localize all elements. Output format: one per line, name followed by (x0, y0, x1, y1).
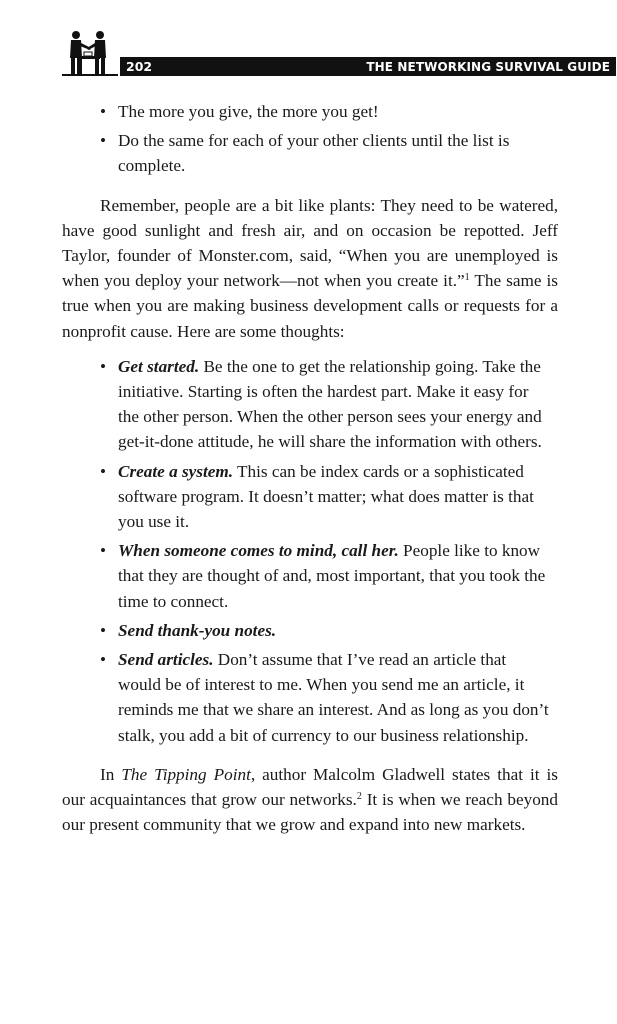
paragraph-text: It is when we reach beyond our present community that we grow and expand into new markets. (62, 790, 558, 835)
list-item-lead: When someone comes to mind, call her. (118, 541, 399, 561)
page-number: 202 (126, 59, 153, 74)
bullet-list-giving (62, 99, 558, 179)
list-item (62, 538, 558, 614)
page-header (60, 28, 610, 78)
list-item (62, 128, 550, 178)
page-body (62, 99, 558, 837)
paragraph-text: Remember, people are a bit like plants: They need to be watered, have good sunlight and fresh air, and on occasion be repotted. Jeff Taylor, founder of Monster.com, said, “When you are unemployed is when you deploy your network—not when you create it.” (62, 195, 558, 291)
footnote-ref: 2 (356, 791, 362, 803)
list-item-text: Be the one to get the relationship going. Take the initiative. Starting is often the hardest part. Make it easy for the other person. When the other person sees your energy and get-it-done attitude, he will share the information with others. (118, 356, 542, 452)
handshake-at-desk-icon (60, 28, 118, 78)
bullet-icon: • (100, 620, 107, 640)
list-item-text: People like to know that they are thought of and, most important, that you took the time to connect. (118, 541, 546, 611)
list-item-text: Do the same for each of your other clients until the list is complete. (118, 131, 510, 176)
bullet-icon: • (100, 102, 107, 121)
book-title: The Tipping Point (121, 764, 251, 784)
list-item-text: The more you give, the more you get! (118, 102, 379, 121)
header-bar (120, 57, 616, 76)
list-item-lead: Send thank-you notes. (118, 620, 277, 640)
bullet-icon: • (100, 356, 107, 376)
list-item-lead: Get started. (118, 356, 200, 376)
paragraph-text: In (100, 764, 122, 784)
list-item-lead: Create a system. (118, 461, 234, 481)
bullet-icon: • (100, 131, 107, 151)
list-item-text: This can be index cards or a sophisticated software program. It doesn’t matter; what does matter is that you use it. (118, 461, 534, 532)
paragraph-plants (62, 193, 558, 344)
paragraph-text: , author Malcolm Gladwell states that it is our acquaintances that grow our networks. (62, 764, 558, 810)
bullet-icon: • (100, 650, 107, 670)
list-item-lead: Send articles. (118, 650, 214, 670)
list-item (62, 618, 558, 643)
list-item-text: Don’t assume that I’ve read an article that would be of interest to me. When you send me an article, it reminds me that we share an interest. And as long as you don’t stalk, you add a bit of currency to our business relationship. (118, 650, 549, 745)
footnote-ref: 1 (464, 272, 470, 284)
bullet-icon: • (100, 461, 107, 481)
bullet-list-thoughts (62, 354, 558, 748)
paragraph-tipping-point (62, 762, 558, 838)
paragraph-text: The same is true when you are making business development calls or requests for a nonprofit cause. Here are some thoughts: (62, 271, 558, 341)
list-item (62, 647, 558, 748)
list-item (62, 459, 558, 535)
running-title: THE NETWORKING SURVIVAL GUIDE (366, 60, 610, 74)
list-item (62, 354, 558, 455)
list-item (62, 99, 550, 124)
bullet-icon: • (100, 541, 107, 561)
